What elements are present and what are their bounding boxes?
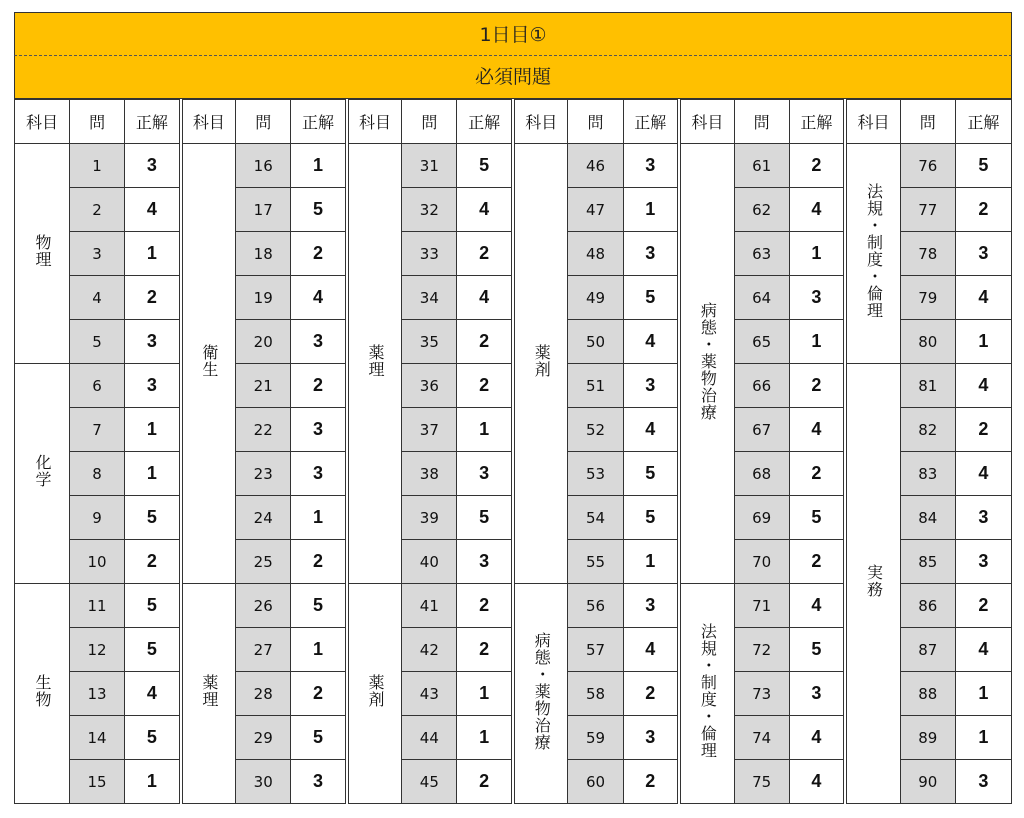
question-number: 71 (734, 584, 789, 628)
correct-answer: 3 (955, 232, 1011, 276)
correct-answer: 2 (955, 584, 1011, 628)
correct-answer: 2 (125, 276, 181, 320)
column-header-subject: 科目 (347, 100, 402, 144)
correct-answer: 2 (457, 232, 513, 276)
question-number: 50 (568, 320, 623, 364)
answer-table (14, 99, 1012, 804)
subject-label: 衛生 (199, 344, 219, 378)
question-number: 18 (236, 232, 291, 276)
question-number: 23 (236, 452, 291, 496)
question-number: 45 (402, 760, 457, 804)
question-number: 87 (900, 628, 955, 672)
correct-answer: 3 (955, 760, 1011, 804)
question-number: 11 (70, 584, 125, 628)
column-header-question: 問 (236, 100, 291, 144)
question-number: 66 (734, 364, 789, 408)
question-number: 16 (236, 144, 291, 188)
subject-cell (15, 144, 70, 364)
correct-answer: 3 (623, 716, 679, 760)
subject-label: 化学 (33, 454, 53, 488)
question-number: 90 (900, 760, 955, 804)
subject-cell (347, 144, 402, 584)
question-number: 60 (568, 760, 623, 804)
correct-answer: 3 (789, 672, 845, 716)
question-number: 84 (900, 496, 955, 540)
question-number: 5 (70, 320, 125, 364)
question-number: 82 (900, 408, 955, 452)
correct-answer: 5 (125, 716, 181, 760)
question-number: 83 (900, 452, 955, 496)
question-number: 35 (402, 320, 457, 364)
correct-answer: 5 (789, 496, 845, 540)
correct-answer: 4 (623, 628, 679, 672)
question-number: 40 (402, 540, 457, 584)
correct-answer: 4 (789, 188, 845, 232)
correct-answer: 2 (457, 628, 513, 672)
subject-cell (679, 584, 734, 804)
correct-answer: 1 (789, 232, 845, 276)
correct-answer: 5 (291, 188, 347, 232)
correct-answer: 1 (291, 144, 347, 188)
correct-answer: 1 (457, 408, 513, 452)
correct-answer: 3 (955, 496, 1011, 540)
correct-answer: 3 (955, 540, 1011, 584)
question-number: 73 (734, 672, 789, 716)
correct-answer: 5 (457, 496, 513, 540)
correct-answer: 4 (955, 364, 1011, 408)
correct-answer: 5 (457, 144, 513, 188)
correct-answer: 5 (955, 144, 1011, 188)
correct-answer: 4 (955, 452, 1011, 496)
correct-answer: 5 (623, 452, 679, 496)
question-number: 20 (236, 320, 291, 364)
correct-answer: 2 (789, 364, 845, 408)
column-header-answer: 正解 (291, 100, 347, 144)
question-number: 72 (734, 628, 789, 672)
correct-answer: 4 (789, 716, 845, 760)
question-number: 13 (70, 672, 125, 716)
column-header-subject: 科目 (181, 100, 236, 144)
correct-answer: 4 (789, 760, 845, 804)
correct-answer: 4 (291, 276, 347, 320)
correct-answer: 1 (125, 452, 181, 496)
question-number: 46 (568, 144, 623, 188)
correct-answer: 1 (789, 320, 845, 364)
question-number: 36 (402, 364, 457, 408)
question-number: 31 (402, 144, 457, 188)
question-number: 61 (734, 144, 789, 188)
correct-answer: 2 (457, 584, 513, 628)
subject-label: 物理 (33, 234, 53, 268)
question-number: 28 (236, 672, 291, 716)
subject-label: 実務 (864, 564, 884, 598)
page-title: 1日目① (14, 12, 1012, 56)
correct-answer: 3 (457, 540, 513, 584)
question-number: 6 (70, 364, 125, 408)
question-number: 75 (734, 760, 789, 804)
correct-answer: 3 (623, 584, 679, 628)
question-number: 12 (70, 628, 125, 672)
question-number: 4 (70, 276, 125, 320)
correct-answer: 2 (955, 188, 1011, 232)
correct-answer: 1 (457, 716, 513, 760)
subject-label: 法規・制度・倫理 (698, 623, 718, 759)
subject-label: 薬理 (366, 344, 386, 378)
question-number: 63 (734, 232, 789, 276)
subject-label: 生物 (33, 674, 53, 708)
correct-answer: 2 (623, 672, 679, 716)
question-number: 30 (236, 760, 291, 804)
question-number: 29 (236, 716, 291, 760)
question-number: 33 (402, 232, 457, 276)
question-number: 27 (236, 628, 291, 672)
correct-answer: 4 (125, 188, 181, 232)
question-number: 2 (70, 188, 125, 232)
correct-answer: 3 (125, 144, 181, 188)
question-number: 69 (734, 496, 789, 540)
question-number: 32 (402, 188, 457, 232)
question-number: 74 (734, 716, 789, 760)
column-header-subject: 科目 (513, 100, 568, 144)
question-number: 59 (568, 716, 623, 760)
correct-answer: 5 (291, 716, 347, 760)
question-number: 80 (900, 320, 955, 364)
subject-cell (181, 584, 236, 804)
column-header-question: 問 (70, 100, 125, 144)
column-header-subject: 科目 (845, 100, 900, 144)
question-number: 41 (402, 584, 457, 628)
column-header-answer: 正解 (457, 100, 513, 144)
correct-answer: 2 (291, 364, 347, 408)
subject-cell (679, 144, 734, 584)
column-header-question: 問 (900, 100, 955, 144)
question-number: 21 (236, 364, 291, 408)
correct-answer: 1 (125, 232, 181, 276)
question-number: 49 (568, 276, 623, 320)
question-number: 62 (734, 188, 789, 232)
question-number: 7 (70, 408, 125, 452)
subject-label: 病態・薬物治療 (532, 631, 552, 751)
correct-answer: 4 (789, 584, 845, 628)
subject-cell (845, 364, 900, 804)
correct-answer: 3 (623, 232, 679, 276)
correct-answer: 2 (291, 672, 347, 716)
column-header-subject: 科目 (679, 100, 734, 144)
question-number: 67 (734, 408, 789, 452)
column-header-answer: 正解 (955, 100, 1011, 144)
question-number: 77 (900, 188, 955, 232)
subject-label: 法規・制度・倫理 (864, 183, 884, 319)
correct-answer: 3 (291, 452, 347, 496)
correct-answer: 1 (623, 188, 679, 232)
column-header-question: 問 (734, 100, 789, 144)
answer-sheet (14, 12, 1012, 804)
correct-answer: 5 (789, 628, 845, 672)
subject-label: 病態・薬物治療 (698, 301, 718, 421)
subject-cell (347, 584, 402, 804)
question-number: 44 (402, 716, 457, 760)
question-number: 19 (236, 276, 291, 320)
correct-answer: 2 (125, 540, 181, 584)
question-number: 10 (70, 540, 125, 584)
correct-answer: 1 (125, 408, 181, 452)
column-header-question: 問 (402, 100, 457, 144)
question-number: 1 (70, 144, 125, 188)
correct-answer: 2 (623, 760, 679, 804)
question-number: 39 (402, 496, 457, 540)
column-header-answer: 正解 (125, 100, 181, 144)
correct-answer: 4 (955, 276, 1011, 320)
question-number: 25 (236, 540, 291, 584)
header-row (15, 100, 1012, 144)
correct-answer: 2 (789, 452, 845, 496)
column-header-subject: 科目 (15, 100, 70, 144)
column-header-answer: 正解 (789, 100, 845, 144)
correct-answer: 5 (125, 584, 181, 628)
question-number: 43 (402, 672, 457, 716)
correct-answer: 3 (789, 276, 845, 320)
correct-answer: 1 (125, 760, 181, 804)
column-header-answer: 正解 (623, 100, 679, 144)
correct-answer: 1 (955, 716, 1011, 760)
correct-answer: 5 (125, 496, 181, 540)
correct-answer: 1 (291, 628, 347, 672)
correct-answer: 1 (623, 540, 679, 584)
correct-answer: 2 (457, 320, 513, 364)
question-number: 8 (70, 452, 125, 496)
correct-answer: 3 (291, 760, 347, 804)
correct-answer: 4 (623, 320, 679, 364)
question-number: 52 (568, 408, 623, 452)
question-number: 51 (568, 364, 623, 408)
correct-answer: 3 (291, 320, 347, 364)
correct-answer: 4 (457, 188, 513, 232)
question-number: 55 (568, 540, 623, 584)
question-number: 54 (568, 496, 623, 540)
correct-answer: 1 (955, 320, 1011, 364)
correct-answer: 5 (291, 584, 347, 628)
subject-cell (15, 364, 70, 584)
question-number: 56 (568, 584, 623, 628)
question-number: 24 (236, 496, 291, 540)
correct-answer: 5 (623, 276, 679, 320)
correct-answer: 4 (955, 628, 1011, 672)
correct-answer: 3 (457, 452, 513, 496)
correct-answer: 3 (125, 364, 181, 408)
correct-answer: 2 (789, 144, 845, 188)
subject-label: 薬理 (199, 674, 219, 708)
question-number: 88 (900, 672, 955, 716)
correct-answer: 2 (955, 408, 1011, 452)
question-number: 26 (236, 584, 291, 628)
subject-cell (513, 584, 568, 804)
question-number: 64 (734, 276, 789, 320)
correct-answer: 3 (623, 364, 679, 408)
table-row (15, 144, 1012, 188)
subject-label: 薬剤 (532, 344, 552, 378)
subject-label: 薬剤 (366, 674, 386, 708)
question-number: 22 (236, 408, 291, 452)
subject-cell (15, 584, 70, 804)
correct-answer: 2 (457, 364, 513, 408)
question-number: 47 (568, 188, 623, 232)
question-number: 53 (568, 452, 623, 496)
question-number: 78 (900, 232, 955, 276)
question-number: 65 (734, 320, 789, 364)
question-number: 37 (402, 408, 457, 452)
question-number: 17 (236, 188, 291, 232)
question-number: 34 (402, 276, 457, 320)
question-number: 58 (568, 672, 623, 716)
question-number: 81 (900, 364, 955, 408)
correct-answer: 5 (623, 496, 679, 540)
column-header-question: 問 (568, 100, 623, 144)
correct-answer: 4 (789, 408, 845, 452)
correct-answer: 3 (291, 408, 347, 452)
question-number: 42 (402, 628, 457, 672)
correct-answer: 3 (125, 320, 181, 364)
correct-answer: 2 (457, 760, 513, 804)
subject-cell (513, 144, 568, 584)
correct-answer: 2 (291, 232, 347, 276)
correct-answer: 1 (955, 672, 1011, 716)
question-number: 89 (900, 716, 955, 760)
correct-answer: 4 (623, 408, 679, 452)
correct-answer: 4 (125, 672, 181, 716)
question-number: 70 (734, 540, 789, 584)
correct-answer: 4 (457, 276, 513, 320)
question-number: 38 (402, 452, 457, 496)
correct-answer: 1 (291, 496, 347, 540)
correct-answer: 2 (789, 540, 845, 584)
question-number: 9 (70, 496, 125, 540)
question-number: 79 (900, 276, 955, 320)
question-number: 86 (900, 584, 955, 628)
question-number: 57 (568, 628, 623, 672)
question-number: 76 (900, 144, 955, 188)
question-number: 68 (734, 452, 789, 496)
section-subtitle: 必須問題 (14, 56, 1012, 99)
subject-cell (181, 144, 236, 584)
correct-answer: 1 (457, 672, 513, 716)
subject-cell (845, 144, 900, 364)
question-number: 85 (900, 540, 955, 584)
question-number: 3 (70, 232, 125, 276)
question-number: 14 (70, 716, 125, 760)
correct-answer: 2 (291, 540, 347, 584)
correct-answer: 3 (623, 144, 679, 188)
question-number: 48 (568, 232, 623, 276)
question-number: 15 (70, 760, 125, 804)
correct-answer: 5 (125, 628, 181, 672)
